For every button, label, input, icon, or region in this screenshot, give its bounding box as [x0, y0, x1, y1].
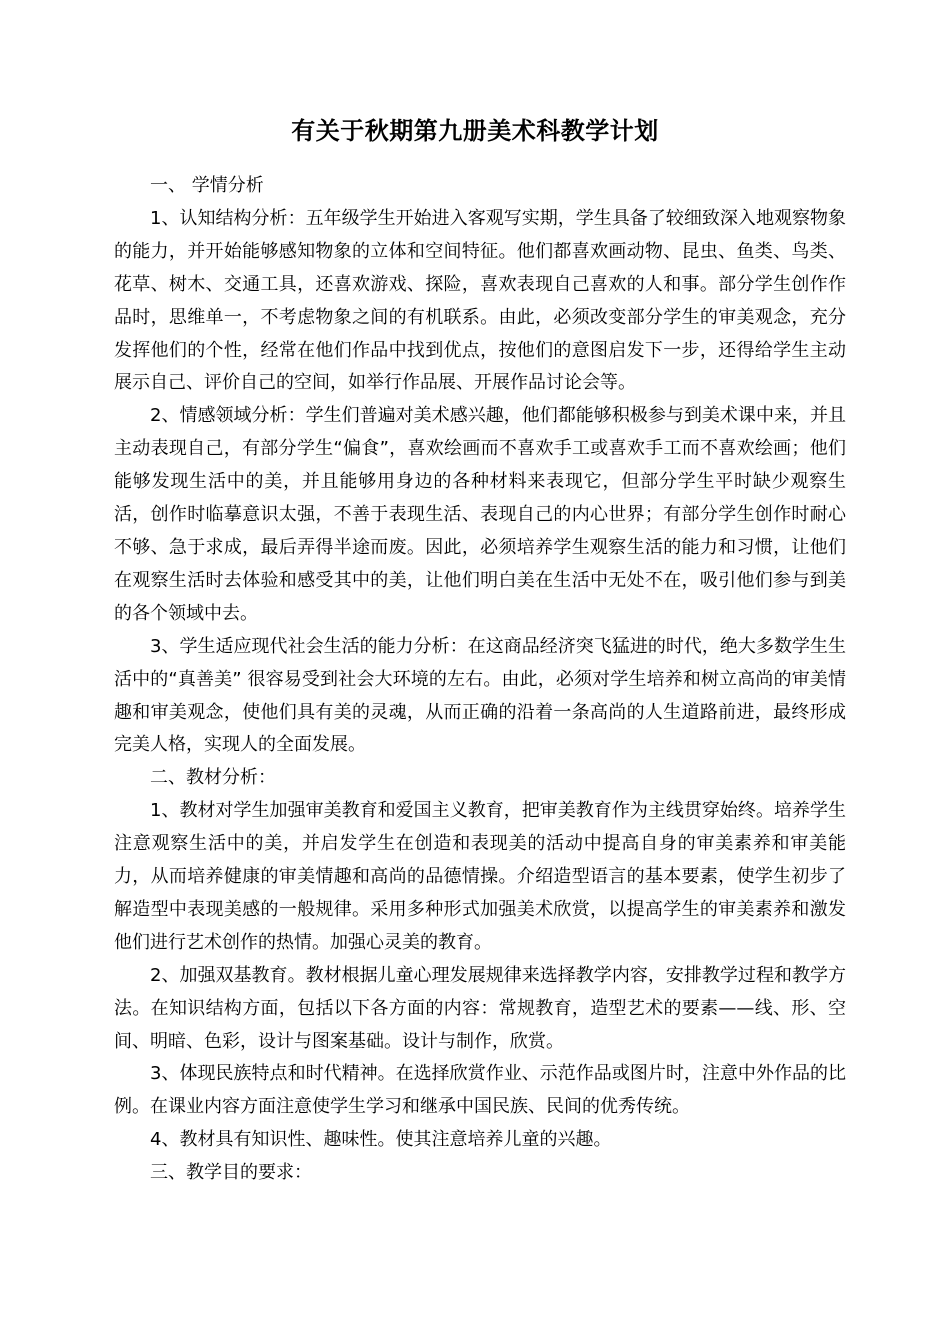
paragraph-basic-education: 2、加强双基教育。教材根据儿童心理发展规律来选择教学内容，安排教学过程和教学方法。在知识结构方面，包括以下各方面的内容：常规教育，造型艺术的要素——线、形、空间、明暗、色彩，设计与图案基础。设计与制作，欣赏。	[114, 964, 846, 1052]
paragraph-emotional-domain: 2、情感领域分析：学生们普遍对美术感兴趣，他们都能够积极参与到美术课中来，并且主动表现自己，有部分学生“偏食”，喜欢绘画而不喜欢手工或喜欢手工而不喜欢绘画；他们能够发现生活中的美，并且能够用身边的各种材料来表现它，但部分学生平时缺少观察生活，创作时临摹意识太强，不善于表现生活、表现自己的内心世界；有部分学生创作时耐心不够、急于求成，最后弄得半途而废。因此，必须培养学生观察生活的能力和习惯，让他们在观察生活时去体验和感受其中的美，让他们明白美在生活中无处不在，吸引他们参与到美的各个领域中去。	[114, 405, 846, 624]
paragraph-aesthetic-education: 1、教材对学生加强审美教育和爱国主义教育，把审美教育作为主线贯穿始终。培养学生注意观察生活中的美，并启发学生在创造和表现美的活动中提高自身的审美素养和审美能力，从而培养健康的审美情趣和高尚的品德情操。介绍造型语言的基本要素，使学生初步了解造型中表现美感的一般规律。采用多种形式加强美术欣赏，以提高学生的审美素养和激发他们进行艺术创作的热情。加强心灵美的教育。	[114, 800, 846, 953]
paragraph-social-adaptation: 3、学生适应现代社会生活的能力分析：在这商品经济突飞猛进的时代，绝大多数学生生活中的“真善美” 很容易受到社会大环境的左右。由此，必须对学生培养和树立高尚的审美情趣和审美观念，使他们具有美的灵魂，从而正确的沿着一条高尚的人生道路前进，最终形成完美人格，实现人的全面发展。	[114, 635, 846, 756]
document-body	[114, 170, 846, 1190]
section-heading-teaching-goals: 三、教学目的要求：	[150, 1162, 312, 1184]
document-title: 有关于秋期第九册美术科教学计划	[291, 117, 659, 145]
paragraph-cognitive-structure: 1、认知结构分析：五年级学生开始进入客观写实期，学生具备了较细致深入地观察物象的能力，并开始能够感知物象的立体和空间特征。他们都喜欢画动物、昆虫、鱼类、鸟类、花草、树木、交通工具，还喜欢游戏、探险，喜欢表现自己喜欢的人和事。部分学生创作作品时，思维单一，不考虑物象之间的有机联系。由此，必须改变部分学生的审美观念，充分发挥他们的个性，经常在他们作品中找到优点，按他们的意图启发下一步，还得给学生主动展示自己、评价自己的空间，如举行作品展、开展作品讨论会等。	[114, 207, 846, 394]
paragraph-knowledge-interest: 4、教材具有知识性、趣味性。使其注意培养儿童的兴趣。	[150, 1129, 612, 1151]
section-heading-learning-analysis: 一、 学情分析	[150, 175, 264, 196]
paragraph-national-characteristics: 3、体现民族特点和时代精神。在选择欣赏作业、示范作品或图片时，注意中外作品的比例。在课业内容方面注意使学生学习和继承中国民族、民间的优秀传统。	[114, 1063, 846, 1118]
section-heading-textbook-analysis: 二、教材分析：	[150, 767, 276, 789]
